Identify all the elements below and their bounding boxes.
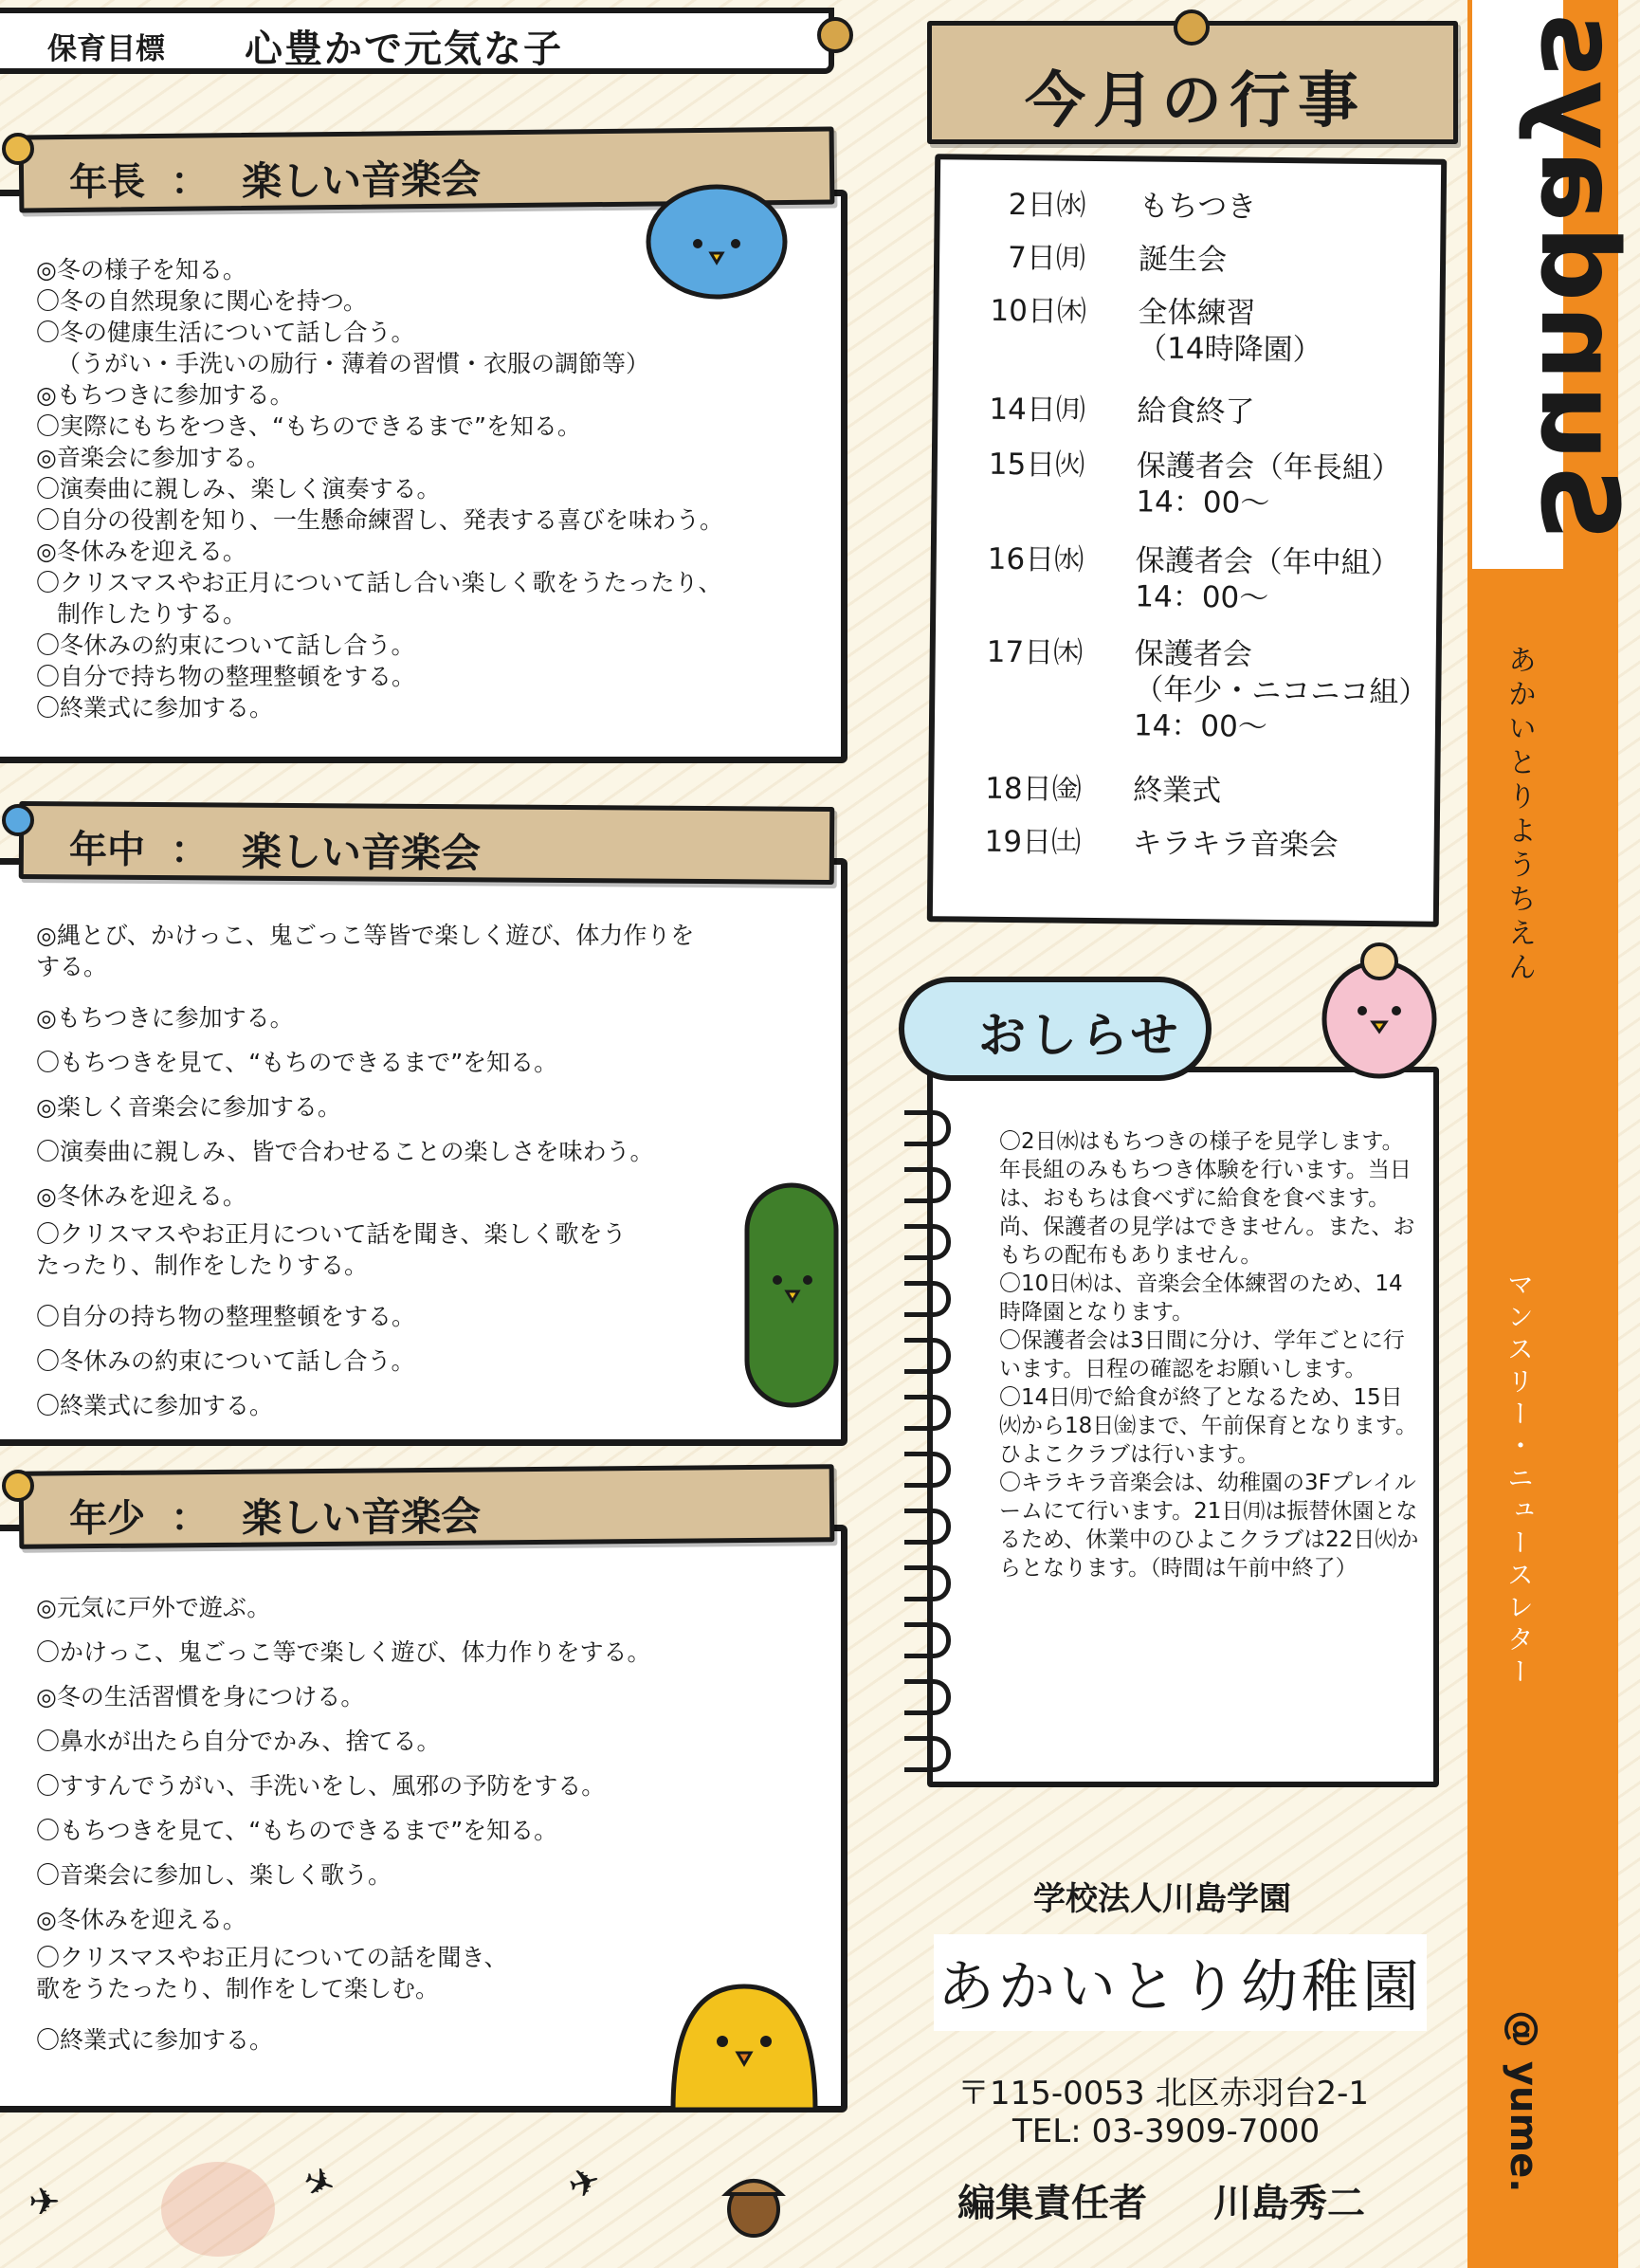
tag-group: 年長	[68, 160, 146, 205]
notice-item: 〇2日㈬はもちつきの様子を見学します。年長組のみもちつき体験を行います。当日は、おもちは食べずに給食を食べます。尚、保護者の見学はできません。また、おもちの配布もありません。	[999, 1129, 1415, 1268]
event-name: 保護者会（年長組） 14：00〜	[1136, 448, 1401, 521]
list-item: ◎冬の様子を知る。	[36, 256, 246, 284]
bird-silhouette-icon: ✈	[563, 2158, 606, 2209]
list-item: 制作したりする。	[57, 600, 247, 628]
ring-icon	[904, 1338, 951, 1374]
ring-icon	[904, 1110, 951, 1146]
event-day: 15日㈫	[988, 447, 1085, 483]
list-item: 〇終業式に参加する。	[36, 694, 274, 722]
event-day: 7日㈪	[1007, 241, 1086, 276]
events-calendar	[927, 154, 1447, 927]
pin-icon	[2, 133, 34, 165]
ring-icon	[904, 1565, 951, 1601]
event-name: 保護者会 （年少・ニコニコ組） 14：00〜	[1133, 636, 1429, 744]
list-item: ◎冬休みを迎える。	[36, 538, 246, 565]
list-item: ◎縄とび、かけっこ、鬼ごっこ等皆で楽しく遊び、体力作りを する。	[36, 922, 695, 980]
pin-icon	[2, 1470, 34, 1502]
stamp-icon	[161, 2162, 275, 2257]
event-name: 給食終了	[1137, 393, 1255, 430]
list-item: 〇冬の健康生活について話し合う。	[36, 319, 415, 346]
notice-item: 〇保護者会は3日間に分け、学年ごとに行います。日程の確認をお願いします。	[999, 1328, 1405, 1381]
tag-group: 年中	[68, 828, 146, 872]
list-item: 〇クリスマスやお正月についての話を聞き、 歌をうたったり、制作をして楽しむ。	[36, 1944, 508, 2003]
list-item: 〇自分の役割を知り、一生懸命練習し、発表する喜びを味わう。	[36, 506, 724, 534]
event-name: 誕生会	[1138, 242, 1228, 278]
pin-icon	[817, 17, 853, 53]
list-item: 〇演奏曲に親しみ、楽しく演奏する。	[36, 475, 441, 503]
sidebar-school-kana: あかいとりようちえん	[1503, 645, 1536, 986]
list-item: ◎冬休みを迎える。	[36, 1906, 246, 1933]
event-day: 2日㈬	[1008, 188, 1086, 223]
list-item: 〇実際にもちをつき、“もちのできるまで”を知る。	[36, 412, 581, 440]
tag-sep: ：	[170, 159, 210, 204]
event-name: 全体練習 （14時降園）	[1137, 295, 1322, 368]
notices-title: おしらせ	[978, 1008, 1182, 1063]
list-item: 〇演奏曲に親しみ、皆で合わせることの楽しさを味わう。	[36, 1138, 654, 1165]
event-day: 19日㈯	[984, 824, 1082, 860]
list-item: 〇冬の自然現象に関心を持つ。	[36, 287, 368, 315]
list-item: 〇冬休みの約束について話し合う。	[36, 631, 415, 659]
list-item: ◎もちつきに参加する。	[36, 1004, 294, 1032]
ring-icon	[904, 1509, 951, 1545]
list-item: 〇自分で持ち物の整理整頓をする。	[36, 663, 416, 690]
ring-icon	[904, 1224, 951, 1260]
tag-sep: ：	[170, 829, 210, 873]
section-nensho-tag	[19, 1464, 835, 1549]
pin-icon	[2, 804, 34, 836]
list-item: 〇終業式に参加する。	[36, 2026, 274, 2054]
list-item: 〇クリスマスやお正月について話を聞き、楽しく歌をう たったり、制作をしたりする。	[36, 1220, 627, 1279]
ring-icon	[904, 1452, 951, 1488]
ring-icon	[904, 1622, 951, 1658]
events-title: 今月の行事	[1025, 66, 1366, 137]
list-item: 〇自分の持ち物の整理整頓をする。	[36, 1303, 416, 1330]
ring-icon	[904, 1736, 951, 1772]
bird-silhouette-icon: ✈	[28, 2181, 61, 2224]
event-day: 14日㈪	[989, 392, 1086, 428]
list-item: 〇終業式に参加する。	[36, 1392, 274, 1419]
tag-title: 楽しい音楽会	[241, 1492, 482, 1542]
event-day: 10日㈭	[990, 293, 1087, 329]
tag-sep: ：	[170, 1496, 210, 1541]
pin-icon	[1174, 9, 1210, 46]
event-day: 16日㈬	[987, 541, 1084, 577]
event-name: 終業式	[1133, 773, 1222, 809]
event-day: 17日㈭	[986, 634, 1084, 670]
list-item: 〇クリスマスやお正月について話し合い楽しく歌をうたったり、	[36, 569, 722, 596]
notice-item: 〇キラキラ音楽会は、幼稚園の3Fプレイルームにて行います。21日㈪は振替休園となるため、休業中のひよこクラブは22日㈫からとなります。（時間は午前中終了）	[999, 1471, 1419, 1581]
list-item: 〇冬休みの約束について話し合う。	[36, 1347, 415, 1375]
event-name: もちつき	[1139, 189, 1257, 225]
goal-label: 保育目標	[47, 32, 165, 66]
list-item: ◎冬休みを迎える。	[36, 1182, 246, 1210]
list-item: 〇もちつきを見て、“もちのできるまで”を知る。	[36, 1049, 558, 1076]
event-name: キラキラ音楽会	[1132, 826, 1339, 863]
goal-text: 心豊かで元気な子	[245, 27, 563, 71]
section-nenchu-list	[36, 920, 756, 1428]
ring-icon	[904, 1395, 951, 1431]
footer-school: あかいとり幼稚園	[934, 1934, 1427, 2031]
list-item: ◎冬の生活習慣を身につける。	[36, 1683, 365, 1710]
notice-item: 〇14日㈪で給食が終了となるため、15日㈫から18日㈮まで、午前保育となります。ひよこクラブは行います。	[999, 1385, 1417, 1467]
notices-panel	[927, 1067, 1439, 1787]
list-item: ◎楽しく音楽会に参加する。	[36, 1093, 341, 1121]
event-name: 保護者会（年中組） 14：00〜	[1135, 543, 1400, 615]
event-day: 18日㈮	[985, 771, 1082, 807]
list-item: ◎元気に戸外で遊ぶ。	[36, 1594, 271, 1621]
list-item: 〇鼻水が出たら自分でかみ、捨てる。	[36, 1728, 441, 1755]
list-item: 〇すすんでうがい、手洗いをし、風邪の予防をする。	[36, 1772, 606, 1800]
ring-icon	[904, 1679, 951, 1715]
footer-address: 〒115-0053 北区赤羽台2-1	[957, 2075, 1370, 2113]
list-item: ◎音楽会に参加する。	[36, 444, 270, 471]
sidebar-title: Sundays	[1517, 9, 1640, 541]
notices-bubble	[899, 977, 1212, 1081]
sidebar-subtitle: マンスリー・ニュースレター	[1503, 1271, 1535, 1690]
list-item: ◎もちつきに参加する。	[36, 381, 294, 409]
list-item: 〇もちつきを見て、“もちのできるまで”を知る。	[36, 1817, 558, 1844]
notices-list	[999, 1127, 1424, 1582]
ring-icon	[904, 1281, 951, 1317]
acorn-icon	[720, 2162, 787, 2238]
pink-bird-icon	[1313, 939, 1446, 1081]
notice-item: 〇10日㈭は、音楽会全体練習のため、14時降園となります。	[999, 1271, 1403, 1325]
goal-banner	[0, 8, 834, 74]
bird-silhouette-icon: ✈	[297, 2157, 342, 2210]
ring-icon	[904, 1167, 951, 1203]
section-nensho-list	[36, 1585, 756, 2062]
list-item: 〇かけっこ、鬼ごっこ等で楽しく遊び、体力作りをする。	[36, 1638, 651, 1666]
sidebar-credit: @ yume.	[1502, 2010, 1545, 2193]
list-item: （うがい・手洗いの励行・薄着の習慣・衣服の調節等）	[57, 350, 650, 377]
tag-title: 楽しい音楽会	[241, 155, 482, 206]
tag-group: 年少	[68, 1496, 146, 1542]
footer-editor-label: 編集責任者	[957, 2182, 1147, 2225]
footer-editor-name: 川島秀二	[1213, 2182, 1365, 2225]
list-item: 〇音楽会に参加し、楽しく歌う。	[36, 1861, 392, 1889]
footer-corporation: 学校法人川島学園	[1033, 1880, 1291, 1918]
tag-title: 楽しい音楽会	[241, 828, 482, 877]
section-nenchu-tag	[19, 801, 835, 885]
footer-tel: TEL: 03-3909-7000	[1012, 2113, 1321, 2150]
section-nencho-list	[36, 254, 832, 723]
